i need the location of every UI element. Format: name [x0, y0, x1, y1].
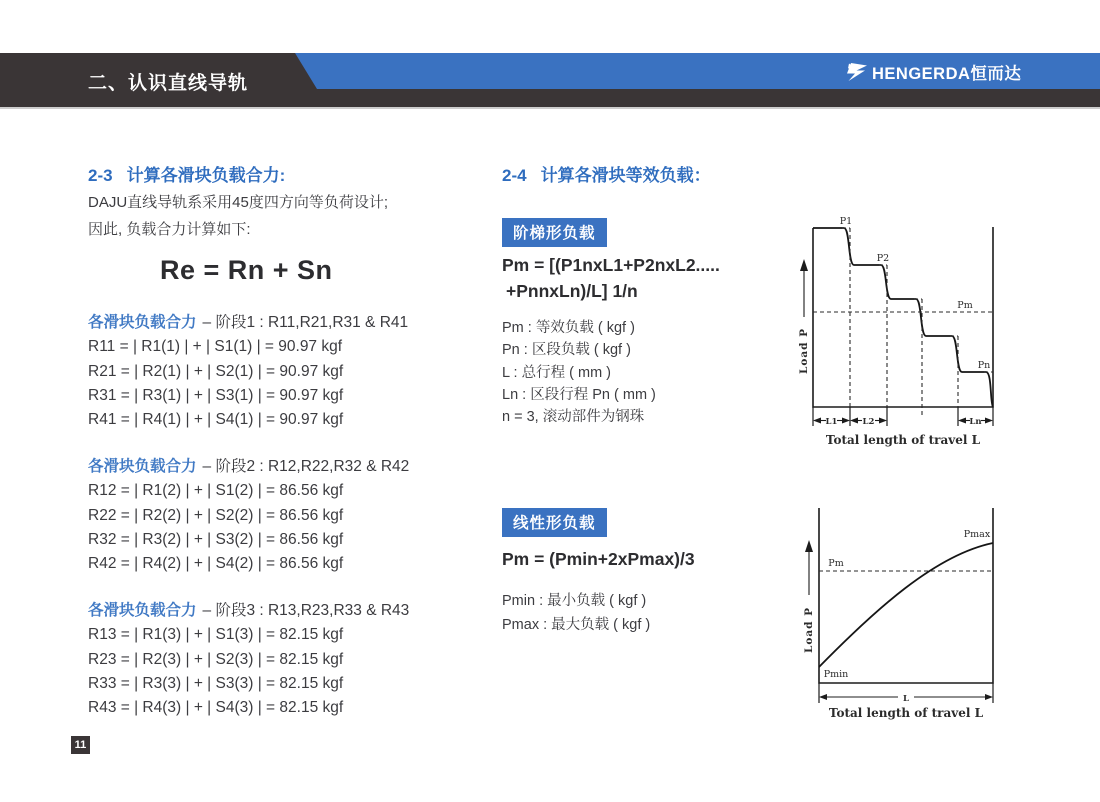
formula-line: R33 = | R3(3) | + | S3(3) | = 82.15 kgf: [88, 674, 344, 692]
heading-2-4-text: 计算各滑块等效负载：: [540, 166, 711, 185]
formula-line: R22 = | R2(2) | + | S2(2) | = 86.56 kgf: [88, 506, 344, 524]
formula-line: R42 = | R4(2) | + | S4(2) | = 86.56 kgf: [88, 555, 344, 573]
load-curve: [819, 543, 993, 667]
l2-label: L2: [862, 417, 875, 427]
stepped-load-formula: [502, 252, 720, 304]
l-arrow-left: [819, 694, 827, 700]
linear-load-legend: [502, 589, 650, 637]
formula-line: R43 = | R4(3) | + | S4(3) | = 82.15 kgf: [88, 699, 344, 717]
l2-arrow-left: [850, 418, 858, 424]
formula-line: R13 = | R1(3) | + | S1(3) | = 82.15 kgf: [88, 626, 344, 644]
legend-line: Pm : 等效负载 ( kgf ): [502, 320, 635, 336]
legend-line: Pn : 区段负载 ( kgf ): [502, 342, 631, 359]
load-block-stage1: [88, 311, 408, 432]
x-axis-caption: Total length of travel L: [828, 706, 984, 720]
heading-2-3: [88, 161, 285, 186]
formula-line: R11 = | R1(1) | + | S1(1) | = 90.97 kgf: [88, 338, 343, 356]
l2-arrow-right: [879, 418, 887, 424]
legend-line: n = 3, 滚动部件为钢珠: [502, 409, 645, 426]
l1-arrow-left: [813, 418, 821, 424]
brand-name: HENGERDA恒而达: [872, 65, 1022, 83]
ln-arrow-left: [958, 418, 966, 424]
block-heading: [88, 455, 409, 479]
stepped-formula-line-2: +PnnxLn)/L] 1/n: [506, 281, 638, 301]
p1-label: P1: [839, 216, 853, 227]
step-curve: [813, 228, 993, 407]
header-underline: [0, 107, 1100, 109]
heading-2-4: [502, 161, 711, 186]
pmin-label: Pmin: [823, 669, 849, 680]
block-label: 各滑块负载合力: [88, 602, 197, 619]
formula-line: R12 = | R1(2) | + | S1(2) | = 86.56 kgf: [88, 482, 344, 500]
block-label: 各滑块负载合力: [88, 314, 197, 331]
linear-load-formula: Pm = (Pmin+2xPmax)/3: [502, 549, 695, 569]
legend-line: Ln : 区段行程 Pn ( mm ): [502, 386, 656, 403]
formula-line: R31 = | R3(1) | + | S3(1) | = 90.97 kgf: [88, 386, 344, 404]
intro-line-2: 因此, 负载合力计算如下:: [88, 221, 251, 238]
stepped-load-badge: 阶梯形负载: [502, 218, 607, 247]
l-arrow-right: [985, 694, 993, 700]
y-axis-label: Load P: [803, 606, 815, 654]
stepped-formula-line-1: Pm = [(P1nxL1+P2nxL2.....: [502, 255, 720, 275]
stepped-load-chart: [780, 205, 1020, 450]
section-title: 二、认识直线导轨: [88, 73, 249, 94]
block-heading: [88, 311, 408, 335]
x-axis-caption: Total length of travel L: [825, 433, 981, 447]
ln-label: Ln: [969, 417, 982, 427]
resultant-force-formula: Re = Rn + Sn: [160, 255, 333, 285]
heading-2-4-number: 2-4: [502, 166, 527, 185]
formula-line: R23 = | R2(3) | + | S2(3) | = 82.15 kgf: [88, 650, 344, 668]
y-axis-label: Load P: [798, 327, 810, 375]
pmax-label: Pmax: [963, 529, 991, 540]
block-heading: [88, 599, 409, 623]
linear-load-chart: [780, 495, 1020, 725]
l1-arrow-right: [842, 418, 850, 424]
intro-line-1: DAJU直线导轨系采用45度四方向等负荷设计;: [88, 194, 389, 211]
pm-label: Pm: [957, 300, 973, 311]
segment-dashed-verticals: [850, 228, 958, 417]
chart-axes: [813, 227, 993, 407]
heading-2-3-number: 2-3: [88, 166, 113, 185]
y-arrow-head: [805, 540, 813, 552]
block-suffix: – 阶段2 : R12,R22,R32 & R42: [202, 458, 410, 475]
load-block-stage2: [88, 455, 409, 576]
block-label: 各滑块负载合力: [88, 458, 197, 475]
ln-arrow-right: [985, 418, 993, 424]
formula-line: R32 = | R3(2) | + | S3(2) | = 86.56 kgf: [88, 530, 344, 548]
pn-label: Pn: [977, 360, 991, 371]
l-label: L: [903, 694, 909, 704]
block-suffix: – 阶段1 : R11,R21,R31 & R41: [202, 314, 409, 331]
p2-label: P2: [876, 253, 890, 264]
block-suffix: – 阶段3 : R13,R23,R33 & R43: [202, 602, 410, 619]
legend-line: Pmax : 最大负载 ( kgf ): [502, 617, 651, 633]
page-number: 11: [71, 736, 90, 754]
linear-load-badge: 线性形负载: [502, 508, 607, 537]
legend-line: Pmin : 最小负载 ( kgf ): [502, 593, 647, 609]
y-arrow-head: [800, 259, 808, 271]
stepped-load-legend: [502, 317, 656, 428]
brand-logo: [845, 60, 1021, 84]
pm-label: Pm: [828, 558, 844, 569]
heading-2-3-text: 计算各滑块负载合力:: [126, 166, 286, 185]
l1-label: L1: [825, 417, 838, 427]
legend-line: L : 总行程 ( mm ): [502, 364, 612, 381]
formula-line: R41 = | R4(1) | + | S4(1) | = 90.97 kgf: [88, 411, 344, 429]
load-block-stage3: [88, 599, 409, 720]
intro-paragraph: [88, 189, 388, 243]
brand-z-icon: [845, 60, 869, 84]
formula-line: R21 = | R2(1) | + | S2(1) | = 90.97 kgf: [88, 362, 344, 380]
